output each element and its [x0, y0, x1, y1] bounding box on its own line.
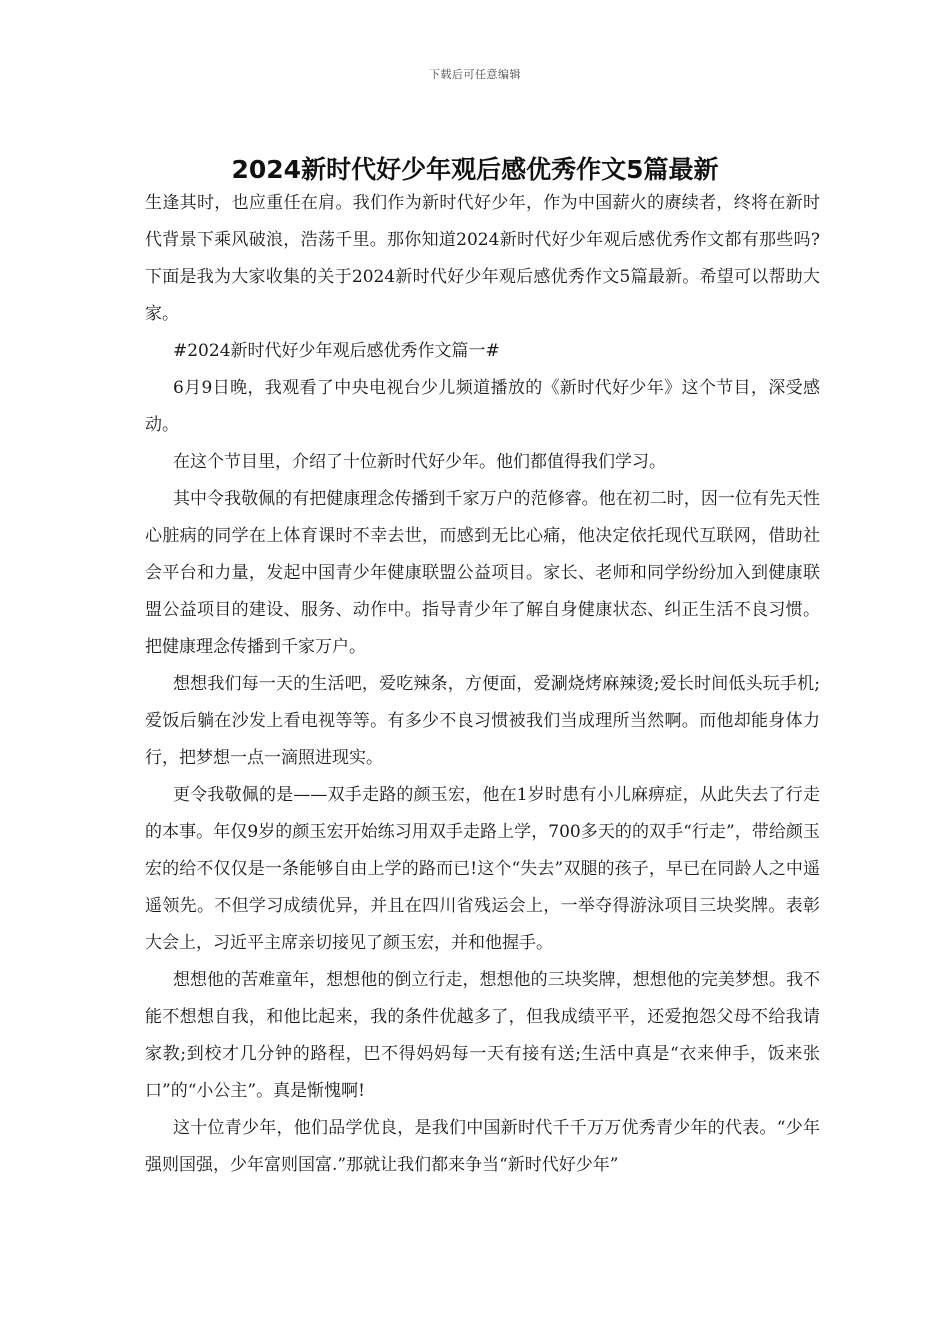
- document-title: 2024新时代好少年观后感优秀作文5篇最新: [231, 155, 719, 184]
- header-note: 下载后可任意编辑: [429, 68, 521, 81]
- body-paragraph: 想想我们每一天的生活吧，爱吃辣条，方便面，爱涮烧烤麻辣烫;爱长时间低头玩手机;爱饭后躺在沙发上看电视等等。有多少不良习惯被我们当成理所当然啊。而他却能身体力行，把梦想一点一滴照进现实。: [145, 674, 820, 768]
- body-paragraph: 更令我敬佩的是——双手走路的颜玉宏，他在1岁时患有小儿麻痹症，从此失去了行走的本事。年仅9岁的颜玉宏开始练习用双手走路上学，700多天的的双手“行走”，带给颜玉宏的给不仅仅是一条能够自由上学的路而已!这个“失去”双腿的孩子，早已在同龄人之中遥遥领先。不但学习成绩优异，并且在四川省残运会上，一举夺得游泳项目三块奖牌。表彰大会上，习近平主席亲切接见了颜玉宏，并和他握手。: [145, 785, 820, 953]
- body-paragraph: 这十位青少年，他们品学优良，是我们中国新时代千千万万优秀青少年的代表。“少年强则国强，少年富则国富.”那就让我们都来争当“新时代好少年”: [145, 1118, 820, 1175]
- body-paragraph: 在这个节目里，介绍了十位新时代好少年。他们都值得我们学习。: [173, 452, 666, 472]
- body-paragraph: 想想他的苦难童年，想想他的倒立行走，想想他的三块奖牌，想想他的完美梦想。我不能不想想自我，和他比起来，我的条件优越多了，但我成绩平平，还爱抱怨父母不给我请家教;到校才几分钟的路程，巴不得妈妈每一天有接有送;生活中真是“衣来伸手，饭来张口”的“小公主”。真是惭愧啊!: [145, 970, 820, 1101]
- body-paragraph: 6月9日晚，我观看了中央电视台少儿频道播放的《新时代好少年》这个节目，深受感动。: [145, 378, 820, 435]
- section-heading: #2024新时代好少年观后感优秀作文篇一#: [173, 341, 500, 361]
- document-body: [145, 185, 820, 1184]
- intro-paragraph: 生逢其时，也应重任在肩。我们作为新时代好少年，作为中国薪火的赓续者，终将在新时代背景下乘风破浪，浩荡千里。那你知道2024新时代好少年观后感优秀作文都有那些吗?下面是我为大家收集的关于2024新时代好少年观后感优秀作文5篇最新。希望可以帮助大家。: [145, 193, 820, 324]
- body-paragraph: 其中令我敬佩的有把健康理念传播到千家万户的范修睿。他在初二时，因一位有先天性心脏病的同学在上体育课时不幸去世，而感到无比心痛，他决定依托现代互联网，借助社会平台和力量，发起中国青少年健康联盟公益项目。家长、老师和同学纷纷加入到健康联盟公益项目的建设、服务、动作中。指导青少年了解自身健康状态、纠正生活不良习惯。把健康理念传播到千家万户。: [145, 489, 820, 657]
